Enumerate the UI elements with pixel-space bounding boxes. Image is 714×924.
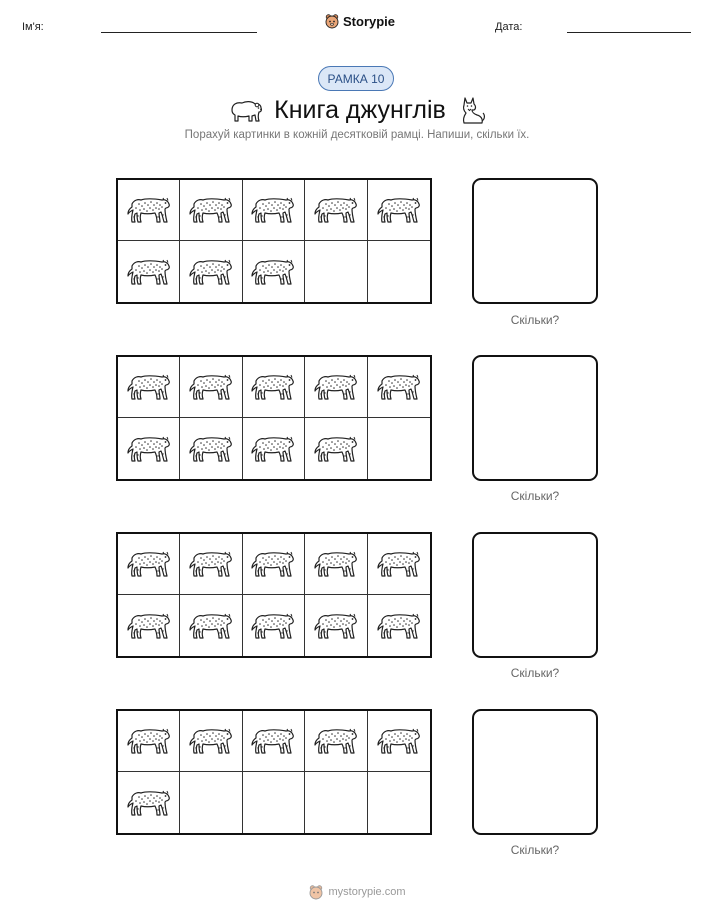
leopard-icon xyxy=(188,256,234,288)
leopard-icon xyxy=(250,548,296,580)
ten-frame-cell xyxy=(118,180,180,241)
ten-frame-cell xyxy=(368,595,430,656)
answer-prompt: Скільки? xyxy=(510,313,560,327)
leopard-icon xyxy=(250,194,296,226)
ten-frame-cell xyxy=(368,418,430,479)
brand-logo xyxy=(324,13,395,29)
page-title: Книга джунглів xyxy=(274,95,446,124)
leopard-icon xyxy=(376,371,422,403)
name-label: Ім'я: xyxy=(22,21,44,33)
ten-frame-cell xyxy=(243,241,305,302)
ten-frame-cell xyxy=(180,711,242,772)
leopard-icon xyxy=(313,725,359,757)
ten-frame-cell xyxy=(305,772,367,833)
leopard-icon xyxy=(126,256,172,288)
ten-frame xyxy=(116,532,432,658)
ten-frame-cell xyxy=(305,711,367,772)
leopard-icon xyxy=(126,787,172,819)
leopard-icon xyxy=(376,548,422,580)
answer-box[interactable] xyxy=(472,709,598,835)
leopard-icon xyxy=(188,610,234,642)
ten-frame-cell xyxy=(243,595,305,656)
footer-url: mystorypie.com xyxy=(328,886,406,898)
ten-frame-cell xyxy=(180,180,242,241)
ten-frame-cell xyxy=(305,534,367,595)
ten-frame-cell xyxy=(243,711,305,772)
ten-frame-cell xyxy=(118,534,180,595)
leopard-icon xyxy=(188,194,234,226)
ten-frame-cell xyxy=(305,180,367,241)
ten-frame-cell xyxy=(305,357,367,418)
storypie-logo-icon xyxy=(308,884,324,900)
ten-frame-cell xyxy=(180,772,242,833)
ten-frame-cell xyxy=(118,357,180,418)
ten-frame-cell xyxy=(243,772,305,833)
leopard-icon xyxy=(376,610,422,642)
instructions: Порахуй картинки в кожній десятковій рамці. Напиши, скільки їх. xyxy=(184,129,530,141)
footer xyxy=(0,884,714,900)
ten-frame-cell xyxy=(243,418,305,479)
ten-frame-cell xyxy=(118,772,180,833)
wolf-icon xyxy=(456,94,486,126)
date-field[interactable] xyxy=(567,32,691,33)
leopard-icon xyxy=(313,194,359,226)
ten-frame-cell xyxy=(368,711,430,772)
answer-box[interactable] xyxy=(472,355,598,481)
leopard-icon xyxy=(126,371,172,403)
ten-frame-cell xyxy=(243,180,305,241)
ten-frame xyxy=(116,355,432,481)
leopard-icon xyxy=(313,433,359,465)
ten-frame-cell xyxy=(243,534,305,595)
ten-frame-cell xyxy=(180,418,242,479)
leopard-icon xyxy=(313,548,359,580)
ten-frame-cell xyxy=(368,772,430,833)
bear-icon xyxy=(228,96,264,124)
leopard-icon xyxy=(188,371,234,403)
worksheet-badge: РАМКА 10 xyxy=(318,66,394,91)
storypie-logo-icon xyxy=(324,13,340,29)
ten-frame-cell xyxy=(180,534,242,595)
leopard-icon xyxy=(250,725,296,757)
ten-frame-cell xyxy=(180,357,242,418)
leopard-icon xyxy=(250,433,296,465)
leopard-icon xyxy=(313,610,359,642)
leopard-icon xyxy=(250,610,296,642)
leopard-icon xyxy=(250,256,296,288)
answer-box[interactable] xyxy=(472,532,598,658)
leopard-icon xyxy=(376,194,422,226)
leopard-icon xyxy=(376,725,422,757)
leopard-icon xyxy=(188,433,234,465)
leopard-icon xyxy=(126,610,172,642)
ten-frame-cell xyxy=(118,711,180,772)
leopard-icon xyxy=(126,433,172,465)
ten-frame-cell xyxy=(305,418,367,479)
brand-name: Storypie xyxy=(343,13,396,29)
date-label: Дата: xyxy=(495,21,523,33)
ten-frame xyxy=(116,709,432,835)
ten-frame-cell xyxy=(305,595,367,656)
leopard-icon xyxy=(313,371,359,403)
ten-frame-cell xyxy=(368,180,430,241)
ten-frame-cell xyxy=(243,357,305,418)
leopard-icon xyxy=(188,548,234,580)
answer-box[interactable] xyxy=(472,178,598,304)
leopard-icon xyxy=(250,371,296,403)
leopard-icon xyxy=(126,548,172,580)
ten-frame-cell xyxy=(368,241,430,302)
answer-prompt: Скільки? xyxy=(510,666,560,680)
ten-frame-cell xyxy=(118,418,180,479)
ten-frame-cell xyxy=(305,241,367,302)
ten-frame-cell xyxy=(368,357,430,418)
leopard-icon xyxy=(126,194,172,226)
ten-frame-cell xyxy=(118,241,180,302)
answer-prompt: Скільки? xyxy=(510,843,560,857)
name-field[interactable] xyxy=(101,32,257,33)
title-row xyxy=(0,90,714,130)
ten-frame-cell xyxy=(118,595,180,656)
ten-frame-cell xyxy=(180,241,242,302)
ten-frame xyxy=(116,178,432,304)
leopard-icon xyxy=(126,725,172,757)
answer-prompt: Скільки? xyxy=(510,489,560,503)
ten-frame-cell xyxy=(368,534,430,595)
ten-frame-cell xyxy=(180,595,242,656)
leopard-icon xyxy=(188,725,234,757)
